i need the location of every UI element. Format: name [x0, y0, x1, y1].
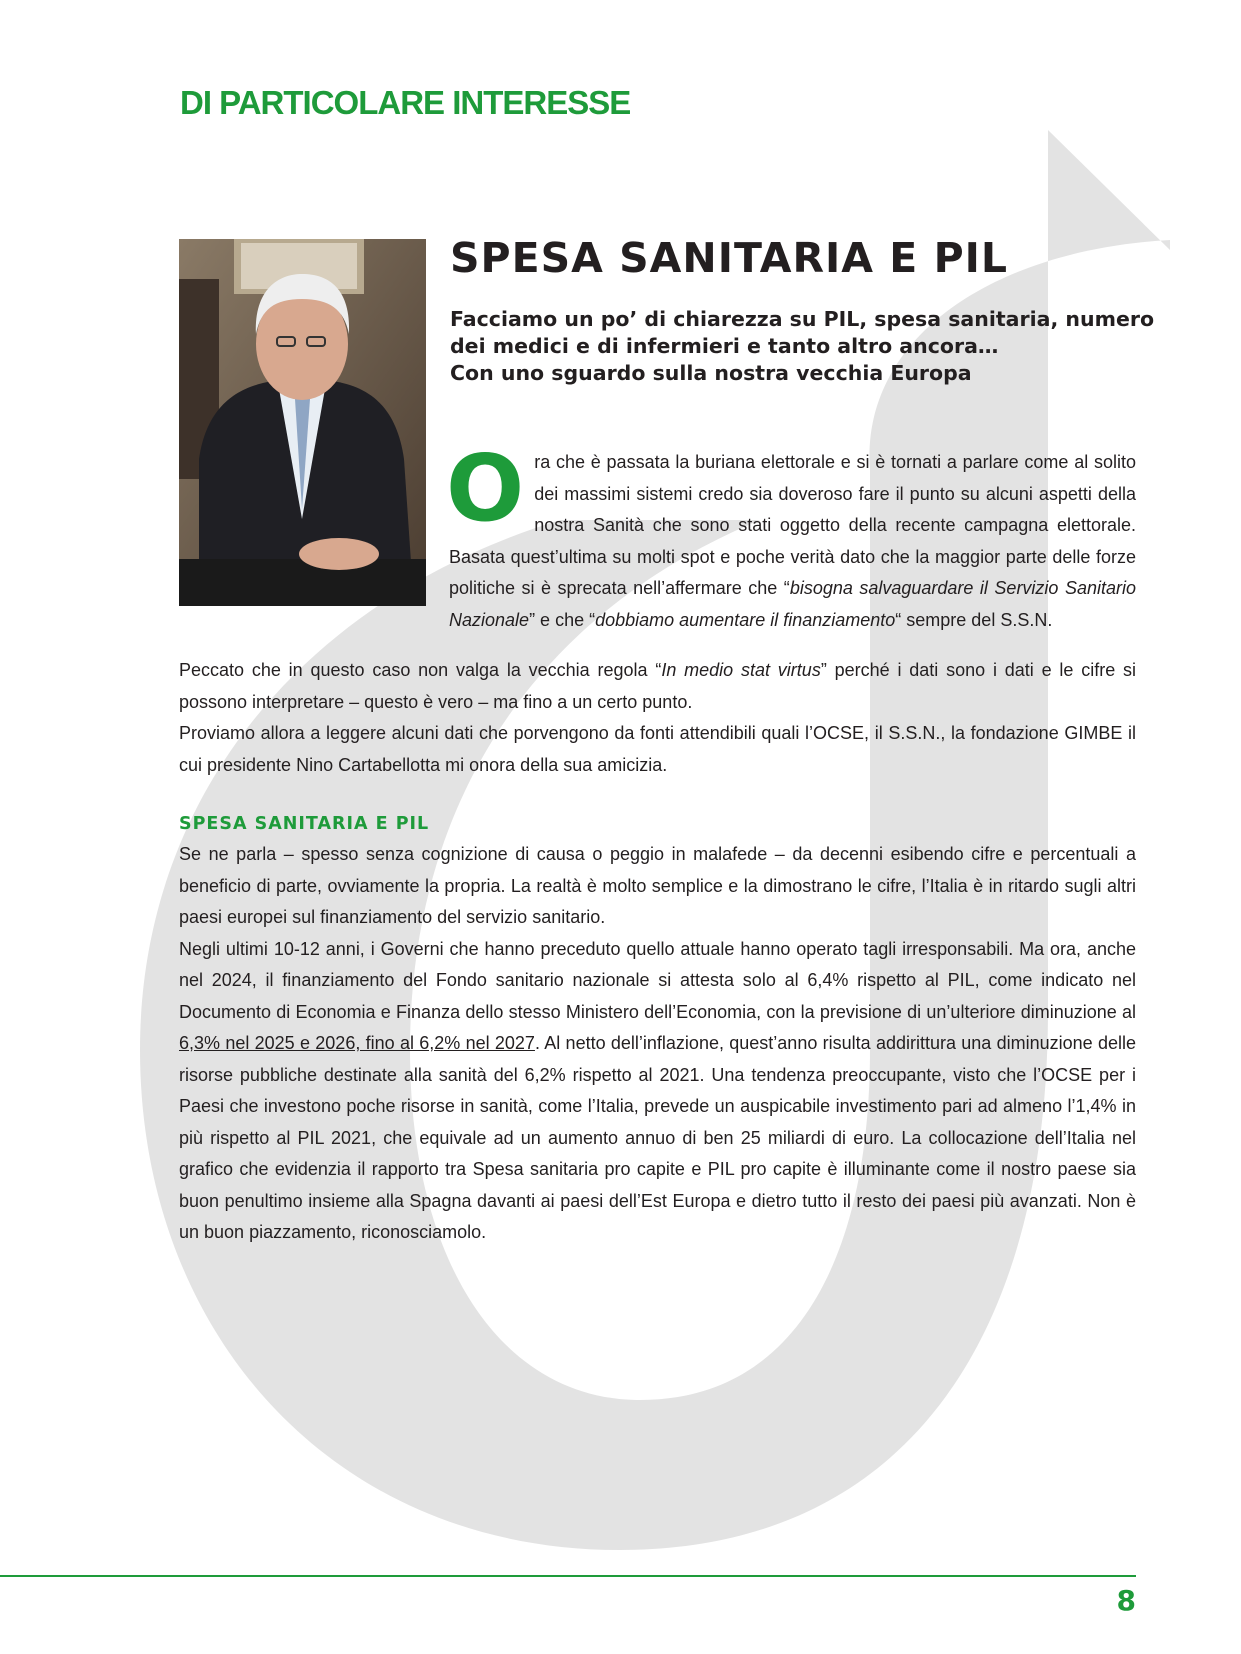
- underlined-forecast: 6,3% nel 2025 e 2026, fino al 6,2% nel 2027: [179, 1033, 535, 1053]
- body-paragraph: Proviamo allora a leggere alcuni dati che porvengono da fonti attendibili quali l’OCSE, il S.S.N., la fondazione GIMBE il cui presidente Nino Cartabellotta mi onora della sua amicizia.: [179, 723, 1136, 775]
- footer-divider: [0, 1575, 1136, 1577]
- body-text: ” perché i dati sono i dati e le cifre si possono interpretare – questo è vero – ma fino a un certo punto.: [179, 660, 1137, 712]
- drop-cap: O: [446, 435, 525, 542]
- body-paragraph: [179, 655, 1136, 718]
- article-body: [179, 655, 1136, 1249]
- body-paragraph: Se ne parla – spesso senza cognizione di causa o peggio in malafede – da decenni esibendo cifre e percentuali a beneficio di parte, ovviamente la propria. La realtà è molto semplice e la dimostrano le cifre, l’Italia è in ritardo sugli altri paesi europei sul finanziamento del servizio sanitario.: [179, 844, 1136, 927]
- body-text: Peccato che in questo caso non valga la vecchia regola “: [179, 660, 662, 680]
- section-label: DI PARTICOLARE INTERESSE: [180, 84, 631, 121]
- subtitle-line: Con uno sguardo sulla nostra vecchia Europa: [450, 361, 972, 385]
- page-number: 8: [1116, 1584, 1136, 1617]
- section-subheading: SPESA SANITARIA E PIL: [179, 814, 430, 834]
- article-subtitle: [450, 306, 1155, 387]
- intro-paragraph: [446, 435, 1136, 636]
- article-title: SPESA SANITARIA E PIL: [450, 234, 1009, 282]
- latin-quote: In medio stat virtus: [661, 660, 821, 680]
- subtitle-line: Facciamo un po’ di chiarezza su PIL, spesa sanitaria, numero: [450, 307, 1155, 331]
- intro-text: “ sempre del S.S.N.: [895, 609, 1053, 630]
- intro-text: ” e che “: [529, 609, 596, 630]
- intro-quote-1: bisogna salvaguardare il Servizio Sanitario Nazionale: [449, 578, 1136, 630]
- body-text: . Al netto dell’inflazione, quest’anno risulta addirittura una diminuzione delle risorse pubbliche destinate alla sanità del 6,2% rispetto al 2021. Una tendenza preoccupante, visto che l’OCSE per i Paesi che investono poche risorse in sanità, come l’Italia, prevede un auspicabile investimento pari ad almeno l’1,4% in più rispetto al PIL 2021, che equivale ad un aumento annuo di ben 25 miliardi di euro. La collocazione dell’Italia nel grafico che evidenzia il rapporto tra Spesa sanitaria pro capite e PIL pro capite è illuminante come il nostro paese sia buon penultimo insieme alla Spagna davanti ai paesi dell’Est Europa e dietro tutto il resto dei paesi più avanzati. Non è un buon piazzamento, riconosciamolo.: [179, 1033, 1136, 1242]
- intro-quote-2: dobbiamo aumentare il finanziamento: [595, 609, 896, 630]
- subtitle-line: dei medici e di infermieri e tanto altro ancora…: [450, 334, 999, 358]
- author-portrait-photo: [179, 239, 426, 606]
- body-text: Negli ultimi 10-12 anni, i Governi che hanno preceduto quello attuale hanno operato tagli irresponsabili. Ma ora, anche nel 2024, il finanziamento del Fondo sanitario nazionale si attesta solo al 6,4% rispetto al PIL, come indicato nel Documento di Economia e Finanza dello stesso Ministero dell’Economia, con la previsione di un’ulteriore diminuzione al: [179, 938, 1136, 1022]
- intro-text: ra che è passata la buriana elettorale e si è tornati a parlare come al solito dei massimi sistemi credo sia doveroso fare il punto su alcuni aspetti della nostra Sanità che sono stati oggetto della recente campagna elettorale. Basata quest’ultima su molti spot e poche verità dato che la maggior parte delle forze politiche si è sprecata nell’affermare che “: [449, 452, 1136, 598]
- body-paragraph: [179, 934, 1136, 1249]
